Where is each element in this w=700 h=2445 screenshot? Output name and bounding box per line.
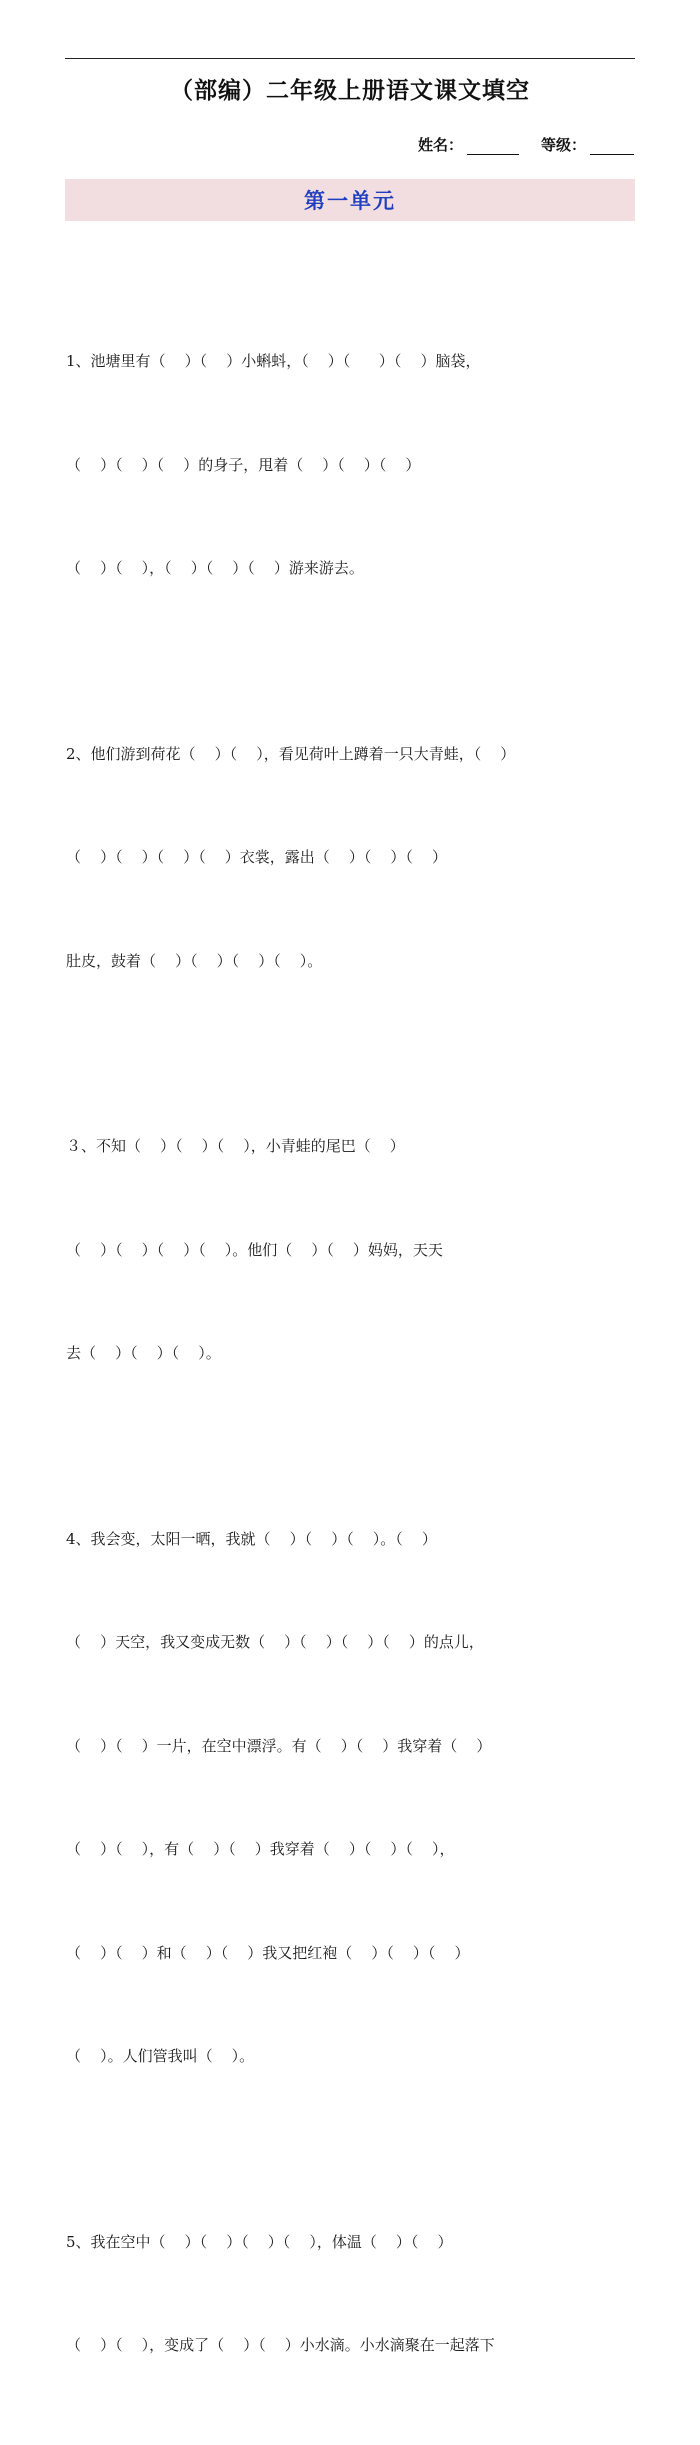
question-1 [66, 275, 646, 655]
name-label: 姓名： [417, 136, 463, 154]
question-line: （ ）（ ），有（ ）（ ）我穿着（ ）（ ）（ ）， [66, 1840, 455, 1858]
name-blank[interactable] [467, 140, 519, 155]
question-line: （ ）。人们管我叫（ ）。 [66, 2047, 255, 2065]
name-field [418, 134, 519, 155]
question-line: 4、我会变，太阳一晒，我就（ ）（ ）（ ）。（ ） [66, 1529, 437, 1548]
question-line: （ ）（ ）和（ ）（ ）我又把红袍（ ）（ ）（ ） [66, 1943, 470, 1962]
question-line: （ ）（ ）一片，在空中漂浮。有（ ）（ ）我穿着（ ） [66, 1736, 492, 1755]
grade-field [541, 134, 634, 155]
question-line: ３、不知（ ）（ ）（ ），小青蛙的尾巴（ ） [66, 1137, 405, 1155]
question-4 [66, 1453, 646, 2143]
question-2 [66, 668, 646, 1048]
question-line: （ ）（ ）（ ）的身子，甩着（ ）（ ）（ ） [66, 455, 421, 474]
question-line: 去（ ）（ ）（ ）。 [66, 1344, 221, 1362]
unit-title: 第一单元 [304, 189, 396, 213]
student-info-fields [418, 134, 634, 155]
unit-banner [65, 179, 635, 221]
question-line: 5、我在空中（ ）（ ）（ ）（ ），体温（ ）（ ） [66, 2232, 453, 2251]
question-3 [66, 1060, 646, 1440]
top-divider [65, 58, 635, 59]
question-line: （ ）（ ）（ ）（ ）。他们（ ）（ ）妈妈，天天 [66, 1240, 443, 1259]
question-line: 肚皮，鼓着（ ）（ ）（ ）（ ）。 [66, 951, 323, 970]
question-line: 2、他们游到荷花（ ）（ ），看见荷叶上蹲着一只大青蛙，（ ） [66, 744, 516, 763]
question-line: （ ）（ ）（ ）（ ）衣裳，露出（ ）（ ）（ ） [66, 848, 448, 866]
question-line: （ ）天空，我又变成无数（ ）（ ）（ ）（ ）的点儿， [66, 1633, 484, 1651]
page-title: （部编）二年级上册语文课文填空 [170, 78, 530, 104]
question-line: 1、池塘里有（ ）（ ）小蝌蚪，（ ）（ ）（ ）脑袋， [66, 352, 481, 370]
question-list [66, 275, 646, 2445]
question-5 [66, 2156, 646, 2432]
grade-blank[interactable] [590, 140, 634, 155]
grade-label: 等级： [540, 136, 586, 154]
question-line: （ ）（ ），变成了（ ）（ ）小水滴。小水滴聚在一起落下 [66, 2336, 495, 2354]
question-line: （ ）（ ），（ ）（ ）（ ）游来游去。 [66, 559, 364, 577]
